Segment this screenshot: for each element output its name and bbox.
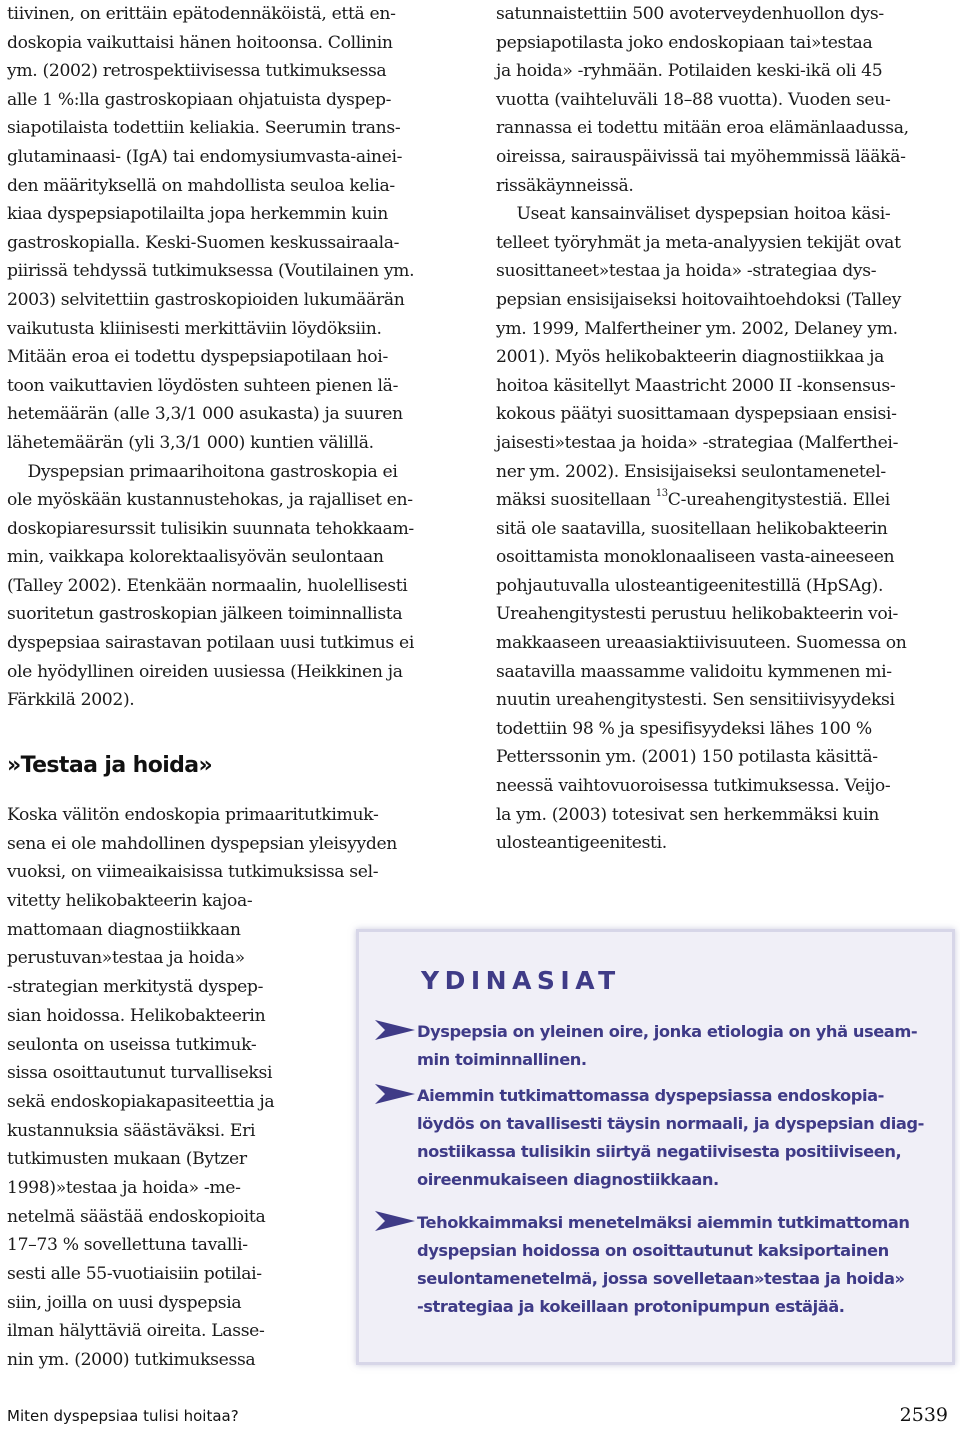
text-line: tiivinen, on erittäin epätodennäköistä, että en- (7, 4, 396, 24)
text-line: ole myöskään kustannustehokas, ja rajalliset en- (7, 490, 413, 511)
text-line: Färkkilä 2002). (7, 690, 135, 711)
text-fragment: C-ureahengitystestiä. Ellei (667, 490, 890, 511)
running-title: Miten dyspepsiaa tulisi hoitaa? (7, 1407, 239, 1425)
text-line: pohjautuvalla ulosteantigeenitestillä (HpSAg). (496, 575, 884, 596)
page-number: 2539 (899, 1404, 948, 1426)
text-line: hoitoa käsitellyt Maastricht 2000 II -konsensus- (496, 375, 896, 396)
right-column (496, 0, 956, 858)
text-line: oireissa, sairauspäivissä tai myöhemmissä lääkä- (496, 146, 906, 167)
key-point-text (417, 1209, 910, 1321)
text-line: kustannuksia säästäväksi. Eri (7, 1120, 256, 1141)
text-line: ym. (2002) retrospektiivisessa tutkimuksessa (7, 61, 387, 82)
text-line: dyspepsiaa sairastavan potilaan uusi tutkimus ei (7, 633, 414, 654)
text-line: la ym. (2003) totesivat sen herkemmäksi kuin (496, 804, 879, 825)
text-line: -strategian merkitystä dyspep- (7, 977, 264, 998)
text-line: sekä endoskopiakapasiteettia ja (7, 1091, 275, 1112)
text-line: Dyspepsian primaarihoitona gastroskopia ei (7, 461, 398, 482)
key-point-text (417, 1082, 924, 1194)
text-line: vuoksi, on viimeaikaisissa tutkimuksissa sel- (7, 862, 379, 883)
key-points-title: YDINASIAT (421, 966, 621, 995)
text-line: glutaminaasi- (IgA) tai endomysiumvasta-ainei- (7, 146, 403, 167)
text-line: suoritetun gastroskopian jälkeen toiminnallista (7, 604, 403, 625)
text-line: 1998)»testaa ja hoida» -me- (7, 1177, 241, 1198)
text-line: nin ym. (2000) tutkimuksessa (7, 1350, 256, 1371)
text-line: ilman hälyttäviä oireita. Lasse- (7, 1321, 265, 1342)
text-line: vuotta (vaihteluväli 18–88 vuotta). Vuoden seu- (496, 89, 891, 110)
text-line: siin, joilla on uusi dyspepsia (7, 1292, 242, 1313)
text-line: sian hoidossa. Helikobakteerin (7, 1005, 266, 1026)
key-point-line: oireenmukaiseen diagnostiikkaan. (417, 1170, 719, 1189)
text-line: toon vaikuttavien löydösten suhteen pienen lä- (7, 375, 399, 396)
text-line: telleet työryhmät ja meta-analyysien tekijät ovat (496, 232, 901, 253)
key-point-line: Tehokkaimmaksi menetelmäksi aiemmin tutkimattoman (417, 1213, 910, 1232)
text-line: saatavilla maassamme validoitu kymmenen mi- (496, 661, 892, 682)
key-point-line: Aiemmin tutkimattomassa dyspepsiassa endoskopia- (417, 1086, 884, 1105)
text-line: 2003) selvitettiin gastroskopioiden lukumäärän (7, 289, 405, 310)
text-line-with-superscript (496, 486, 956, 515)
text-line: lähetemäärän (yli 3,3/1 000) kuntien välillä. (7, 432, 374, 453)
text-line: tutkimusten mukaan (Bytzer (7, 1149, 247, 1170)
key-point-line: löydös on tavallisesti täysin normaali, ja dyspepsian diag- (417, 1114, 924, 1133)
text-line: ja hoida» -ryhmään. Potilaiden keski-ikä oli 45 (496, 61, 883, 82)
text-line: rannassa ei todettu mitään eroa elämänlaadussa, (496, 118, 909, 139)
text-line: pepsiapotilasta joko endoskopiaan tai»testaa (496, 32, 873, 53)
text-line: kokous päätyi suosittamaan dyspepsiaan ensisi- (496, 404, 897, 425)
text-line: sesti alle 55-vuotiaisiin potilai- (7, 1264, 262, 1284)
key-point-line: Dyspepsia on yleinen oire, jonka etiologia on yhä useam- (417, 1022, 918, 1041)
text-line: sena ei ole mahdollinen dyspepsian yleisyyden (7, 833, 398, 854)
left-column-text (7, 0, 465, 715)
text-line: (Talley 2002). Etenkään normaalin, huolellisesti (7, 575, 408, 596)
text-line: nuutin ureahengitystesti. Sen sensitiivisyydeksi (496, 690, 895, 711)
text-line: kiaa dyspepsiapotilailta jopa herkemmin kuin (7, 204, 388, 225)
text-line: netelmä säästää endoskopioita (7, 1206, 266, 1227)
text-line: Useat kansainväliset dyspepsian hoitoa käsi- (496, 204, 891, 225)
arrowhead-icon (375, 1020, 415, 1040)
text-line: den määrityksellä on mahdollista seuloa kelia- (7, 175, 395, 196)
text-line: neessä vaihtovuoroisessa tutkimuksessa. Veijo- (496, 776, 891, 797)
arrowhead-icon (375, 1084, 415, 1104)
left-column (7, 0, 465, 715)
text-line: jaisesti»testaa ja hoida» -strategiaa (Malferthei- (496, 432, 899, 453)
text-line: siapotilaista todettiin keliakia. Seerumin trans- (7, 118, 401, 139)
key-point-line: min toiminnallinen. (417, 1050, 587, 1069)
key-point-text (417, 1018, 917, 1074)
text-line: perustuvan»testaa ja hoida» (7, 948, 245, 969)
section-heading: »Testaa ja hoida» (7, 753, 213, 778)
text-fragment: mäksi suositellaan (496, 490, 656, 511)
text-line: piirissä tehdyssä tutkimuksessa (Voutilainen ym. (7, 261, 415, 282)
text-line: mattomaan diagnostiikkaan (7, 919, 241, 940)
text-line: satunnaistettiin 500 avoterveydenhuollon dys- (496, 4, 884, 24)
text-line: min, vaikkapa kolorektaalisyövän seulontaan (7, 547, 384, 568)
text-line: vitetty helikobakteerin kajoa- (7, 891, 253, 912)
key-points-box (356, 929, 955, 1365)
text-line: ym. 1999, Malfertheiner ym. 2002, Delaney ym. (496, 318, 898, 339)
text-line: Petterssonin ym. (2001) 150 potilasta käsittä- (496, 747, 878, 768)
text-line: vaikutusta kliinisesti merkittäviin löydöksiin. (7, 318, 382, 339)
text-line: Ureahengitystesti perustuu helikobakteerin voi- (496, 604, 898, 625)
text-line: seulonta on useissa tutkimuk- (7, 1034, 257, 1055)
text-line: alle 1 %:lla gastroskopiaan ohjatuista dyspep- (7, 89, 392, 110)
text-line: 17–73 % sovellettuna tavalli- (7, 1235, 248, 1256)
arrowhead-icon (375, 1211, 415, 1231)
key-point-line: nostiikassa tulisikin siirtyä negatiivisesta positiiviseen, (417, 1142, 902, 1161)
text-line: osoittamista monoklonaaliseen vasta-aineeseen (496, 547, 895, 568)
text-line: makkaaseen ureaasiaktiivisuuteen. Suomessa on (496, 633, 907, 654)
text-line: pepsian ensisijaiseksi hoitovaihtoehdoksi (Talley (496, 289, 901, 310)
text-line: ulosteantigeenitesti. (496, 833, 667, 854)
text-line: todettiin 98 % ja spesifisyydeksi lähes 100 % (496, 718, 872, 739)
text-line: ner ym. 2002). Ensisijaiseksi seulontamenetel- (496, 461, 886, 482)
text-line: doskopiaresurssit tulisikin suunnata tehokkaam- (7, 518, 414, 539)
text-line: Mitään eroa ei todettu dyspepsiapotilaan hoi- (7, 347, 388, 368)
key-point-line: seulontamenetelmä, jossa sovelletaan»testaa ja hoida» (417, 1269, 905, 1288)
text-line: rissäkäynneissä. (496, 175, 634, 196)
text-line: sissa osoittautunut turvalliseksi (7, 1063, 273, 1084)
text-line: 2001). Myös helikobakteerin diagnostiikkaa ja (496, 347, 884, 368)
key-point-line: dyspepsian hoidossa on osoittautunut kaksiportainen (417, 1241, 889, 1260)
text-line: suosittaneet»testaa ja hoida» -strategiaa dys- (496, 261, 877, 282)
text-line: sitä ole saatavilla, suositellaan helikobakteerin (496, 518, 888, 539)
text-line: ole hyödyllinen oireiden uusiessa (Heikkinen ja (7, 661, 403, 682)
text-line: hetemäärän (alle 3,3/1 000 asukasta) ja suuren (7, 404, 403, 425)
text-line: doskopia vaikuttaisi hänen hoitoonsa. Collinin (7, 32, 393, 53)
text-line: gastroskopialla. Keski-Suomen keskussairaala- (7, 232, 400, 253)
text-line: Koska välitön endoskopia primaaritutkimuk- (7, 805, 379, 825)
key-point-line: -strategiaa ja kokeillaan protonipumpun estäjää. (417, 1297, 845, 1316)
superscript-isotope: 13 (655, 488, 668, 500)
